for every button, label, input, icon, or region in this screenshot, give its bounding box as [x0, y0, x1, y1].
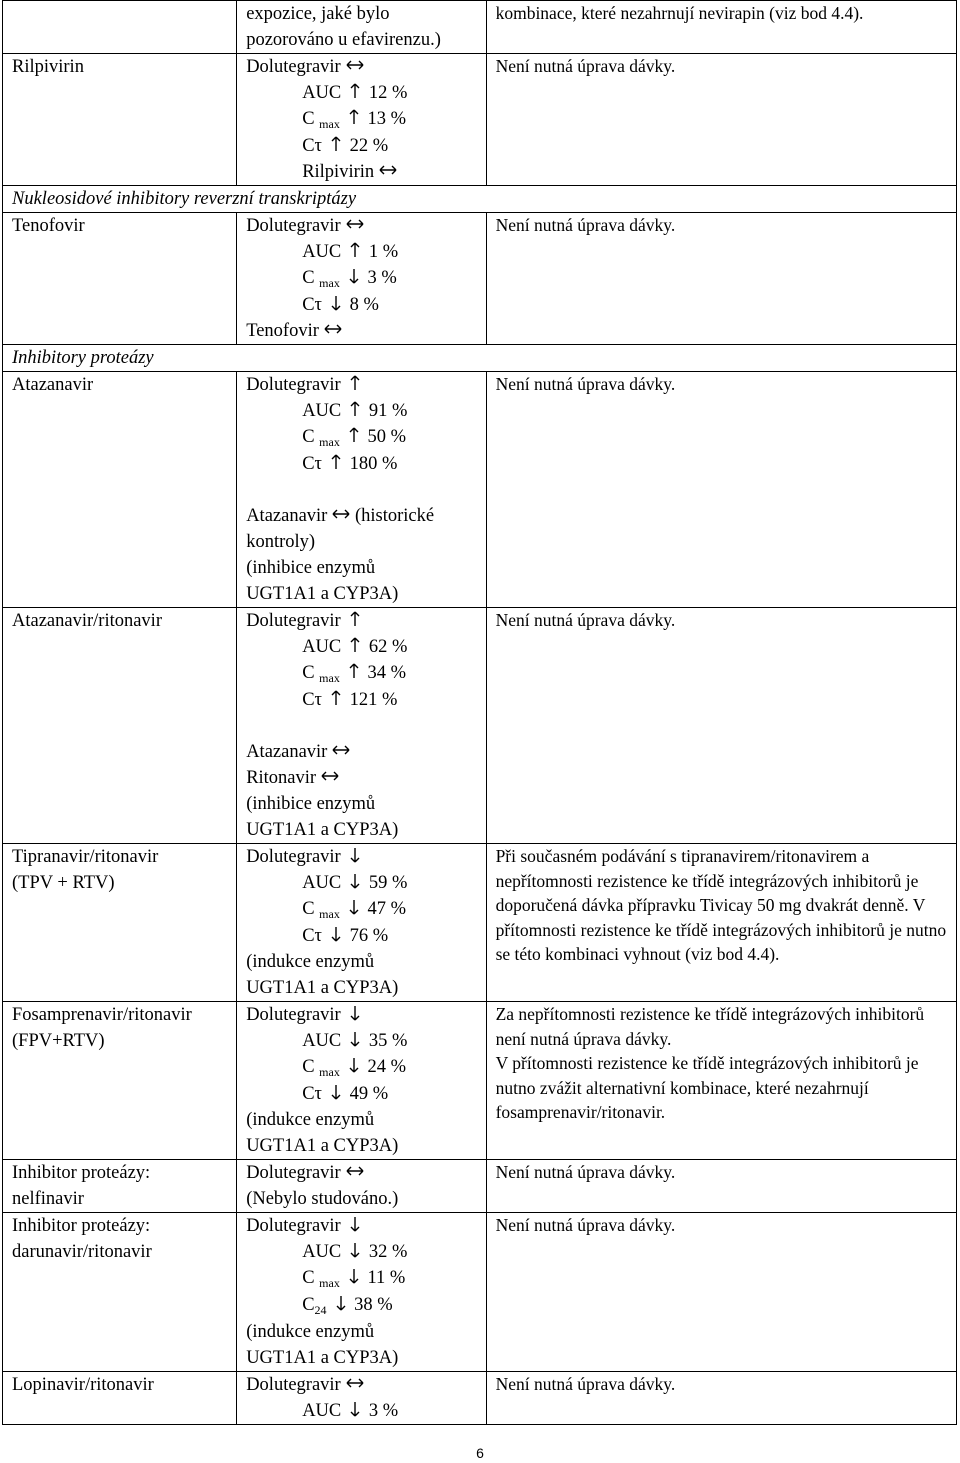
- arrow-up-icon: [346, 401, 364, 417]
- cmax-label: C: [302, 109, 315, 129]
- note-text: (inhibice enzymů: [246, 794, 376, 814]
- page-number: 6: [476, 1445, 484, 1461]
- arrow-up-icon: [345, 663, 363, 679]
- cmax-label: C: [302, 899, 315, 919]
- arrow-down-icon: [345, 1057, 363, 1073]
- auc-value: 32 %: [368, 1242, 408, 1262]
- drug-name: nelfinavir: [12, 1189, 84, 1209]
- auc-value: 91 %: [368, 401, 408, 421]
- recommendation-text: Není nutná úprava dávky.: [495, 1374, 676, 1394]
- note-text: (indukce enzymů: [246, 1110, 375, 1130]
- drug-name: Atazanavir/ritonavir: [12, 611, 162, 631]
- auc-value: 12 %: [368, 83, 408, 103]
- arrow-up-icon: [327, 454, 345, 470]
- arrow-down-icon: [345, 899, 363, 915]
- arrow-left-right-icon: [346, 1375, 364, 1391]
- auc-label: AUC: [302, 1031, 342, 1051]
- cell-line: pozorováno u efavirenzu.): [246, 30, 441, 50]
- drug-name: (FPV+RTV): [12, 1031, 105, 1051]
- table-row: Inhibitor proteázy: darunavir/ritonavir Dolutegravir AUC 32 % C $_{max}$ 11 % $C_{24}$ 38 % (indukce enzymů UGT1A1 a CYP3A) Není nutná úprava dávky.: [3, 1213, 957, 1372]
- drug-name: Rilpivirin: [12, 57, 84, 77]
- arrow-up-icon: [346, 611, 364, 627]
- arrow-down-icon: [327, 295, 345, 311]
- arrow-up-icon: [345, 109, 363, 125]
- arrow-up-icon: [327, 136, 345, 152]
- arrow-down-icon: [327, 1084, 345, 1100]
- arrow-left-right-icon: [346, 216, 364, 232]
- recommendation-text: Při současném podávání s tipranavirem/ritonavirem a nepřítomnosti rezistence ke třídě integrázových inhibitorů je doporučená dávka přípravku Tivicay 50 mg dvakrát denně. V přítomnosti rezistence ke třídě integrázových inhibitorů je nutno se této kombinaci vyhnout (viz bod 4.4).: [495, 846, 947, 964]
- ctau-label: Cτ: [302, 926, 322, 946]
- arrow-down-icon: [346, 1031, 364, 1047]
- drug-label: Dolutegravir: [246, 1216, 341, 1236]
- arrow-down-icon: [345, 268, 363, 284]
- table-row: [3, 1, 957, 54]
- auc-label: AUC: [302, 1401, 342, 1421]
- drug-label: Atazanavir: [246, 742, 328, 762]
- cmax-value: 3 %: [367, 268, 397, 288]
- arrow-down-icon: [346, 1401, 364, 1417]
- note-text: (Nebylo studováno.): [246, 1189, 399, 1209]
- auc-value: 3 %: [368, 1401, 399, 1421]
- section-row: [3, 186, 957, 213]
- auc-label: AUC: [302, 1242, 342, 1262]
- arrow-down-icon: [346, 1216, 364, 1232]
- recommendation-text: Není nutná úprava dávky.: [495, 215, 676, 235]
- recommendation-text: Není nutná úprava dávky.: [495, 374, 676, 394]
- drug-label: Ritonavir: [246, 768, 317, 788]
- cmax-label: C: [302, 1268, 315, 1288]
- recommendation-text: Není nutná úprava dávky.: [495, 610, 676, 630]
- auc-value: 62 %: [368, 637, 408, 657]
- auc-label: AUC: [302, 242, 342, 262]
- cmax-value: 13 %: [367, 109, 406, 129]
- arrow-up-icon: [346, 637, 364, 653]
- drug-name: (TPV + RTV): [12, 873, 115, 893]
- note-text: (inhibice enzymů: [246, 558, 376, 578]
- recommendation-text: Za nepřítomnosti rezistence ke třídě integrázových inhibitorů není nutná úprava dávky.: [495, 1004, 925, 1049]
- drug-label: Dolutegravir: [246, 57, 341, 77]
- drug-label: Dolutegravir: [246, 375, 341, 395]
- auc-value: 35 %: [368, 1031, 408, 1051]
- cell-line: expozice, jaké bylo: [246, 4, 390, 24]
- recommendation-text: Není nutná úprava dávky.: [495, 1162, 676, 1182]
- recommendation-text: kombinace, které nezahrnují nevirapin (viz bod 4.4).: [495, 3, 864, 23]
- cmax-label: C: [302, 268, 315, 288]
- arrow-left-right-icon: [321, 768, 339, 784]
- ctau-value: 49 %: [349, 1084, 389, 1104]
- note-text: UGT1A1 a CYP3A): [246, 978, 399, 998]
- ctau-label: Cτ: [302, 136, 322, 156]
- arrow-down-icon: [346, 873, 364, 889]
- ctau-label: Cτ: [302, 690, 322, 710]
- drug-label: Dolutegravir: [246, 1163, 341, 1183]
- drug-label: Rilpivirin: [302, 162, 375, 182]
- arrow-left-right-icon: [346, 57, 364, 73]
- drug-label: Dolutegravir: [246, 1005, 341, 1025]
- table-row: Fosamprenavir/ritonavir (FPV+RTV) Dolutegravir AUC 35 % C $_{max}$ 24 % Cτ 49 % (indukce enzymů UGT1A1 a CYP3A) Za nepřítomnosti rezistence ke třídě integrázových inhibitorů není nutná úprava dávky. V přítomnosti rezistence ke třídě integrázových inhibitorů je nutno zvážit alternativní kombinace, které nezahrnují fosamprenavir/ritonavir.: [3, 1002, 957, 1160]
- auc-value: 1 %: [368, 242, 399, 262]
- cmax-value: 47 %: [367, 899, 406, 919]
- arrow-up-icon: [346, 83, 364, 99]
- arrow-left-right-icon: [324, 321, 342, 337]
- ctau-value: 22 %: [349, 136, 389, 156]
- drug-label: Dolutegravir: [246, 611, 341, 631]
- drug-label: Dolutegravir: [246, 1375, 341, 1395]
- cmax-label: C: [302, 427, 315, 447]
- drug-name: darunavir/ritonavir: [12, 1242, 152, 1262]
- arrow-left-right-icon: [346, 1163, 364, 1179]
- recommendation-text: Není nutná úprava dávky.: [495, 56, 676, 76]
- table-row: Atazanavir Dolutegravir AUC 91 % C $_{max}$ 50 % Cτ 180 % Atazanavir (historické kontroly) (inhibice enzymů UGT1A1 a CYP3A) Není nutná úprava dávky.: [3, 372, 957, 608]
- arrow-up-icon: [346, 375, 364, 391]
- cmax-value: 11 %: [367, 1268, 406, 1288]
- recommendation-text: V přítomnosti rezistence ke třídě integrázových inhibitorů je nutno zvážit alternativní kombinace, které nezahrnují fosamprenavir/ritonavir.: [495, 1053, 919, 1122]
- cmax-value: 24 %: [367, 1057, 406, 1077]
- ctau-label: Cτ: [302, 454, 322, 474]
- cmax-value: 34 %: [367, 663, 406, 683]
- arrow-down-icon: [332, 1295, 350, 1311]
- note-text: (historické: [354, 506, 435, 526]
- table-row: Rilpivirin Dolutegravir AUC 12 % C $_{max}$ 13 % Cτ 22 % Rilpivirin Není nutná úprava dávky.: [3, 54, 957, 186]
- note-text: UGT1A1 a CYP3A): [246, 1348, 399, 1368]
- section-row: [3, 345, 957, 372]
- arrow-up-icon: [345, 427, 363, 443]
- c24-value: 38 %: [354, 1295, 393, 1315]
- drug-name: Tipranavir/ritonavir: [12, 847, 159, 867]
- note-text: UGT1A1 a CYP3A): [246, 820, 399, 840]
- arrow-left-right-icon: [379, 162, 397, 178]
- drug-name: Inhibitor proteázy:: [12, 1163, 151, 1183]
- note-text: (indukce enzymů: [246, 1322, 375, 1342]
- drug-label: Tenofovir: [246, 321, 319, 341]
- drug-label: Dolutegravir: [246, 847, 341, 867]
- recommendation-text: Není nutná úprava dávky.: [495, 1215, 676, 1235]
- arrow-up-icon: [346, 242, 364, 258]
- drug-label: Atazanavir: [246, 506, 328, 526]
- table-row: [3, 1160, 957, 1213]
- arrow-down-icon: [346, 1005, 364, 1021]
- drug-name: Lopinavir/ritonavir: [12, 1375, 154, 1395]
- drug-name: Tenofovir: [12, 216, 85, 236]
- drug-label: Dolutegravir: [246, 216, 341, 236]
- ctau-value: 76 %: [349, 926, 389, 946]
- section-heading: Inhibitory proteázy: [12, 348, 154, 368]
- section-heading: Nukleosidové inhibitory reverzní transkriptázy: [12, 189, 357, 209]
- arrow-left-right-icon: [332, 742, 350, 758]
- table-row: Tenofovir Dolutegravir AUC 1 % C $_{max}$ 3 % Cτ 8 % Tenofovir Není nutná úprava dávky.: [3, 213, 957, 345]
- ctau-value: 180 %: [349, 454, 398, 474]
- note-text: (indukce enzymů: [246, 952, 375, 972]
- drug-name: Fosamprenavir/ritonavir: [12, 1005, 192, 1025]
- arrow-down-icon: [327, 926, 345, 942]
- table-row: Atazanavir/ritonavir Dolutegravir AUC 62 % C $_{max}$ 34 % Cτ 121 % Atazanavir Ritonavir (inhibice enzymů UGT1A1 a CYP3A) Není nutná úprava dávky.: [3, 608, 957, 844]
- auc-label: AUC: [302, 637, 342, 657]
- interaction-table: [2, 0, 957, 1425]
- arrow-left-right-icon: [332, 506, 350, 522]
- note-text: kontroly): [246, 532, 316, 552]
- table-row: [3, 1372, 957, 1425]
- ctau-label: Cτ: [302, 1084, 322, 1104]
- c24-label: C: [302, 1295, 315, 1315]
- auc-label: AUC: [302, 873, 342, 893]
- ctau-value: 121 %: [349, 690, 398, 710]
- ctau-value: 8 %: [349, 295, 379, 315]
- cmax-value: 50 %: [367, 427, 406, 447]
- auc-label: AUC: [302, 83, 342, 103]
- arrow-up-icon: [327, 690, 345, 706]
- cmax-label: C: [302, 663, 315, 683]
- note-text: UGT1A1 a CYP3A): [246, 584, 399, 604]
- ctau-label: Cτ: [302, 295, 322, 315]
- cmax-label: C: [302, 1057, 315, 1077]
- table-row: Tipranavir/ritonavir (TPV + RTV) Dolutegravir AUC 59 % C $_{max}$ 47 % Cτ 76 % (indukce enzymů UGT1A1 a CYP3A) Při současném podávání s tipranavirem/ritonavirem a nepřítomnosti rezistence ke třídě integrázových inhibitorů je doporučená dávka přípravku Tivicay 50 mg dvakrát denně. V přítomnosti rezistence ke třídě integrázových inhibitorů je nutno se této kombinaci vyhnout (viz bod 4.4).: [3, 844, 957, 1002]
- drug-name: Inhibitor proteázy:: [12, 1216, 151, 1236]
- auc-label: AUC: [302, 401, 342, 421]
- drug-name: Atazanavir: [12, 375, 94, 395]
- arrow-down-icon: [346, 847, 364, 863]
- auc-value: 59 %: [368, 873, 408, 893]
- arrow-down-icon: [345, 1268, 363, 1284]
- arrow-down-icon: [346, 1242, 364, 1258]
- note-text: UGT1A1 a CYP3A): [246, 1136, 399, 1156]
